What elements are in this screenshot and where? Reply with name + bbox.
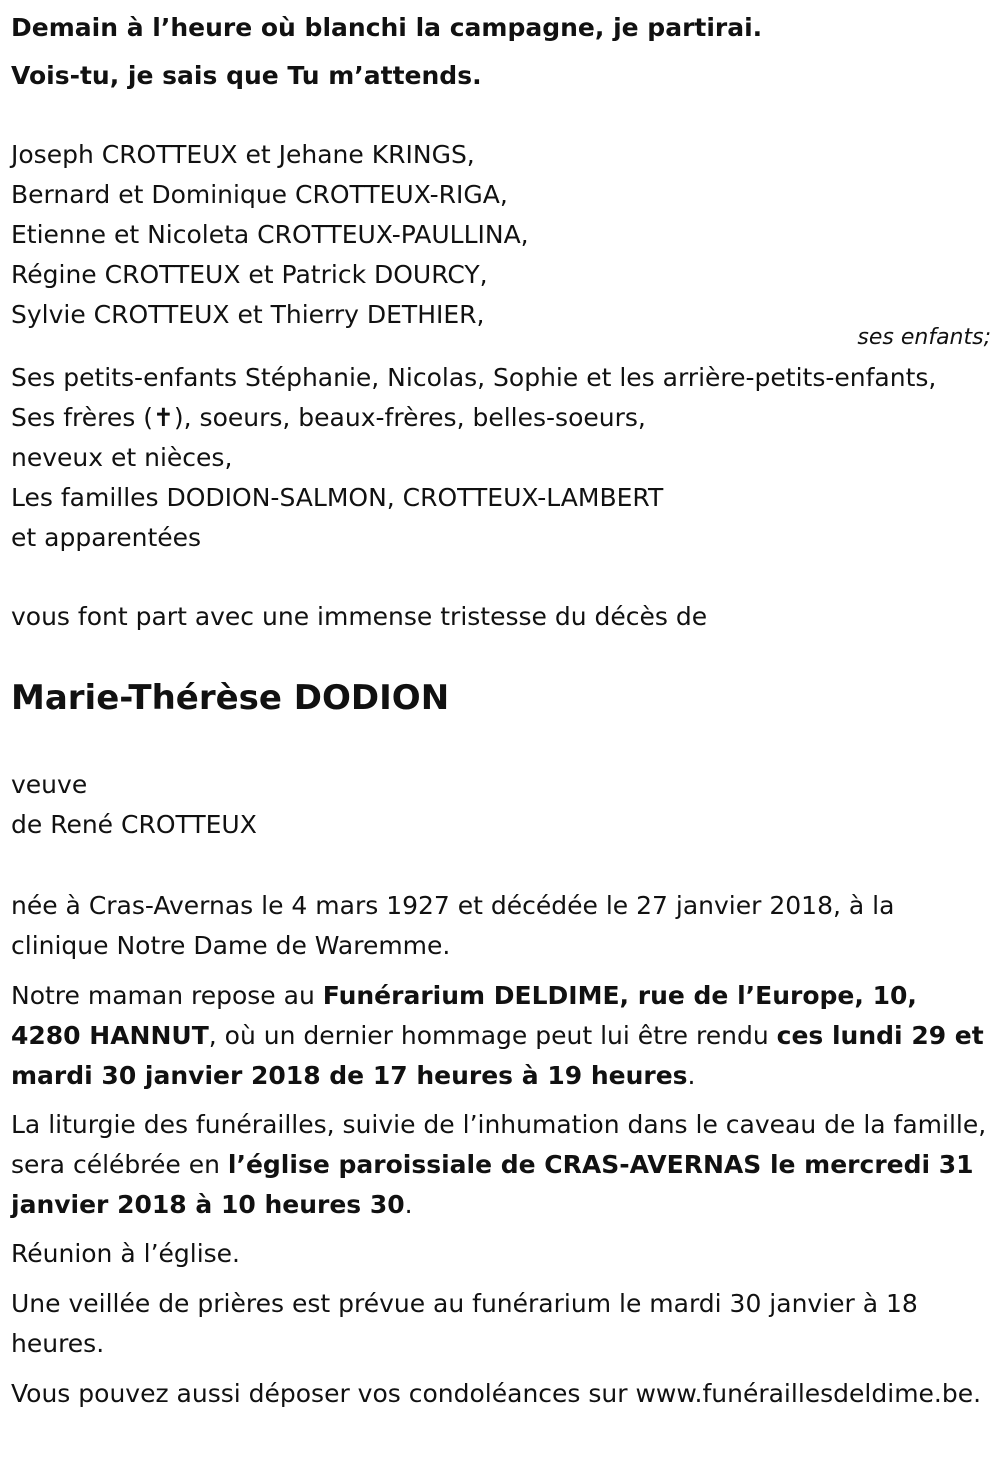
deceased-name: Marie-Thérèse DODION xyxy=(11,678,450,718)
family-line: Ses frères (✝), soeurs, beaux-frères, belles-soeurs, xyxy=(11,403,646,432)
family-line: neveux et nièces, xyxy=(11,443,233,472)
liturgy-paragraph xyxy=(11,1105,991,1225)
children-line: Etienne et Nicoleta CROTTEUX-PAULLINA, xyxy=(11,220,529,249)
family-list xyxy=(11,358,936,558)
epigraph-line-2: Vois-tu, je sais que Tu m’attends. xyxy=(11,61,482,90)
children-line: Sylvie CROTTEUX et Thierry DETHIER, xyxy=(11,300,485,329)
funerarium-address: Funérarium DELDIME, rue de l’Europe, 10, 4280 HANNUT xyxy=(11,981,917,1050)
children-line: Régine CROTTEUX et Patrick DOURCY, xyxy=(11,260,488,289)
children-role-label: ses enfants; xyxy=(857,325,991,350)
family-line: Ses petits-enfants Stéphanie, Nicolas, Sophie et les arrière-petits-enfants, xyxy=(11,363,937,392)
children-line: Joseph CROTTEUX et Jehane KRINGS, xyxy=(11,140,475,169)
deceased-spouse: de René CROTTEUX xyxy=(11,810,257,839)
vigil-paragraph: Une veillée de prières est prévue au funérarium le mardi 30 janvier à 18 heures. xyxy=(11,1289,918,1358)
deceased-status: veuve xyxy=(11,770,88,799)
repose-text-2: , où un dernier hommage peut lui être rendu xyxy=(208,1021,777,1050)
repose-text-3: . xyxy=(687,1061,696,1090)
family-line: Les familles DODION-SALMON, CROTTEUX-LAMBERT xyxy=(11,483,664,512)
children-list xyxy=(11,135,529,335)
family-line: et apparentées xyxy=(11,523,202,552)
liturgy-text-1: La liturgie des funérailles, suivie de l’inhumation dans le caveau de la famille, sera célébrée en xyxy=(11,1110,987,1179)
visiting-hours: ces lundi 29 et mardi 30 janvier 2018 de 17 heures à 19 heures xyxy=(11,1021,984,1090)
meeting-paragraph: Réunion à l’église. xyxy=(11,1239,241,1268)
liturgy-text-2: . xyxy=(404,1190,413,1219)
children-line: Bernard et Dominique CROTTEUX-RIGA, xyxy=(11,180,508,209)
deceased-status-block xyxy=(11,765,257,845)
church-and-date: l’église paroissiale de CRAS-AVERNAS le mercredi 31 janvier 2018 à 10 heures 30 xyxy=(11,1150,974,1219)
repose-paragraph xyxy=(11,976,991,1096)
announcement-text: vous font part avec une immense tristesse du décès de xyxy=(11,602,708,631)
epigraph-line-1: Demain à l’heure où blanchi la campagne, je partirai. xyxy=(11,13,763,42)
condolences-paragraph: Vous pouvez aussi déposer vos condoléances sur www.funérailles​deldime.be. xyxy=(11,1379,982,1408)
repose-text-1: Notre maman repose au xyxy=(11,981,323,1010)
birth-death-paragraph: née à Cras-Avernas le 4 mars 1927 et décédée le 27 janvier 2018, à la clinique Notre Dame de Waremme. xyxy=(11,891,895,960)
